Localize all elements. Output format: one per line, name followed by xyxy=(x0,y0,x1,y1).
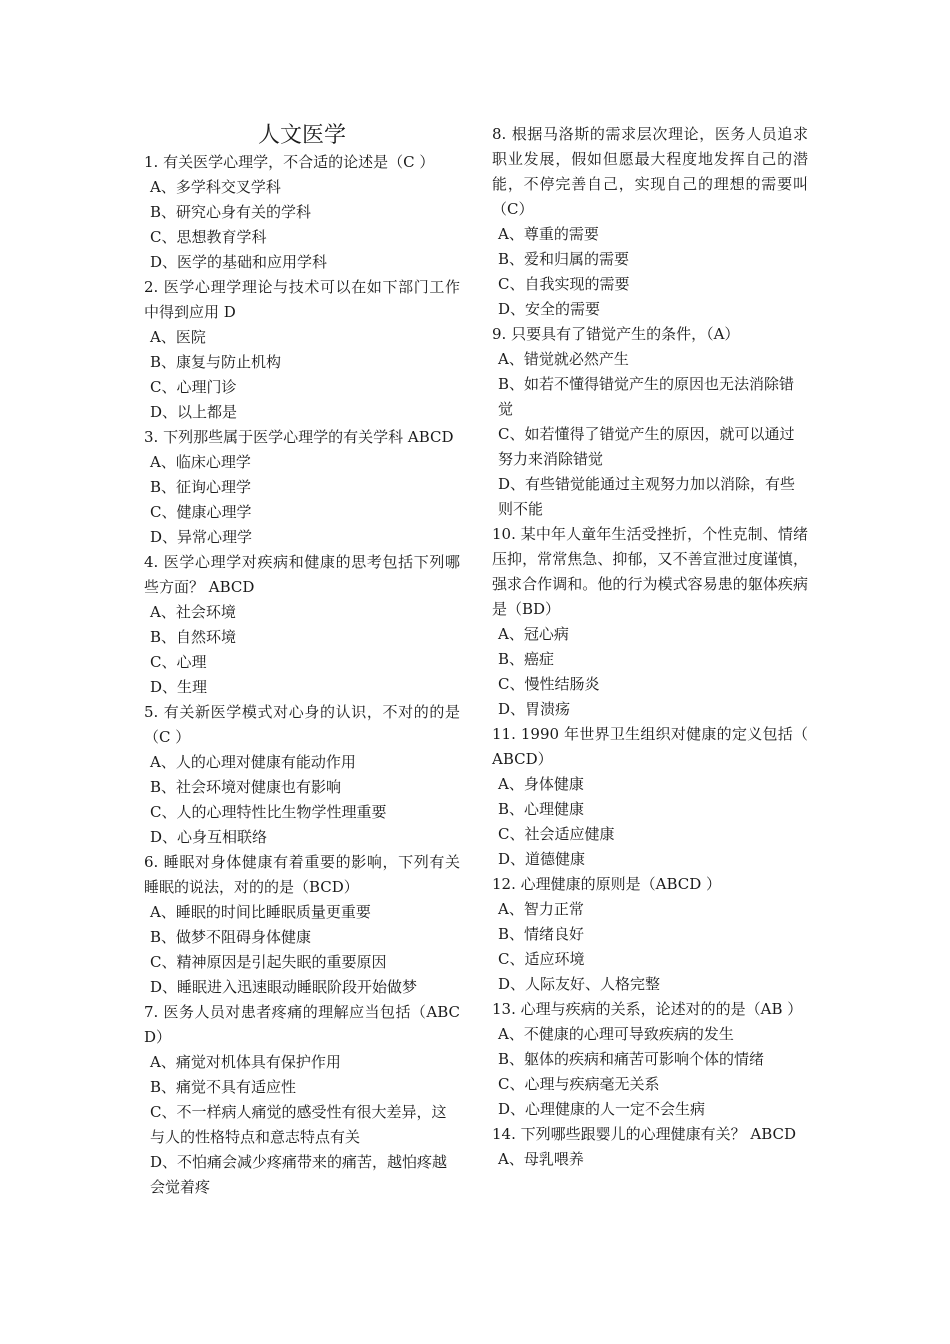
answer-option: D、道德健康 xyxy=(498,850,586,868)
question-number: 10. xyxy=(492,525,516,543)
question-stem xyxy=(144,700,460,750)
question-stem xyxy=(492,522,808,622)
answer-option: A、错觉就必然产生 xyxy=(498,350,629,368)
question-text: 1990 年世界卫生组织对健康的定义包括（ ABCD） xyxy=(492,725,808,768)
question-block xyxy=(144,1000,460,1200)
answer-option: A、医院 xyxy=(150,328,206,346)
answer-option: C、思想教育学科 xyxy=(150,228,267,246)
answer-option: D、心理健康的人一定不会生病 xyxy=(498,1100,706,1118)
left-column xyxy=(144,122,460,1200)
question-block xyxy=(144,150,460,275)
answer-option: B、躯体的疾病和痛苦可影响个体的情绪 xyxy=(498,1050,765,1068)
answer-option: A、社会环境 xyxy=(150,603,236,621)
answer-option: B、做梦不阻碍身体健康 xyxy=(150,928,312,946)
left-question-list xyxy=(144,150,460,1200)
answer-option: B、爱和归属的需要 xyxy=(498,250,630,268)
question-stem xyxy=(144,850,460,900)
question-block xyxy=(492,997,808,1122)
right-column xyxy=(492,122,808,1172)
question-number: 12. xyxy=(492,875,516,893)
question-stem xyxy=(144,550,460,600)
question-stem xyxy=(144,275,460,325)
question-block xyxy=(492,1122,808,1172)
answer-option: B、研究心身有关的学科 xyxy=(150,203,312,221)
page-title: 人文医学 xyxy=(257,123,346,148)
answer-option: D、生理 xyxy=(150,678,208,696)
question-stem xyxy=(492,322,808,347)
question-text: 医学心理学对疾病和健康的思考包括下列哪些方面？ ABCD xyxy=(144,553,460,596)
question-block xyxy=(144,425,460,550)
question-number: 7. xyxy=(144,1003,159,1021)
question-stem xyxy=(492,722,808,772)
question-text: 有关医学心理学，不合适的论述是（C ） xyxy=(163,153,435,171)
answer-option: C、人的心理特性比生物学性理重要 xyxy=(150,803,387,821)
answer-option: A、多学科交叉学科 xyxy=(150,178,281,196)
answer-option: A、痛觉对机体具有保护作用 xyxy=(150,1053,341,1071)
answer-option: A、不健康的心理可导致疾病的发生 xyxy=(498,1025,734,1043)
answer-option: D、胃溃疡 xyxy=(498,700,571,718)
question-stem xyxy=(144,425,460,450)
answer-option: A、母乳喂养 xyxy=(498,1150,584,1168)
answer-option: B、痛觉不具有适应性 xyxy=(150,1078,297,1096)
question-text: 医务人员对患者疼痛的理解应当包括（ABCD） xyxy=(144,1003,460,1046)
answer-option: B、自然环境 xyxy=(150,628,237,646)
question-stem xyxy=(492,1122,808,1147)
answer-option: D、睡眠进入迅速眼动睡眠阶段开始做梦 xyxy=(150,978,418,996)
question-text: 下列那些属于医学心理学的有关学科 ABCD xyxy=(163,428,454,446)
answer-option: C、心理与疾病毫无关系 xyxy=(498,1075,660,1093)
answer-option: B、征询心理学 xyxy=(150,478,252,496)
answer-option: A、临床心理学 xyxy=(150,453,251,471)
answer-option: A、身体健康 xyxy=(498,775,584,793)
question-stem xyxy=(144,1000,460,1050)
question-text: 心理与疾病的关系，论述对的的是（AB ） xyxy=(520,1000,803,1018)
answer-option: D、异常心理学 xyxy=(150,528,253,546)
answer-option: C、慢性结肠炎 xyxy=(498,675,600,693)
question-number: 13. xyxy=(492,1000,516,1018)
answer-option: C、适应环境 xyxy=(498,950,585,968)
answer-option: C、不一样病人痛觉的感受性有很大差异，这与人的性格特点和意志特点有关 xyxy=(150,1103,447,1146)
answer-option: B、情绪良好 xyxy=(498,925,585,943)
answer-option: A、睡眠的时间比睡眠质量更重要 xyxy=(150,903,371,921)
question-block xyxy=(144,850,460,1000)
answer-option: D、医学的基础和应用学科 xyxy=(150,253,328,271)
question-number: 6. xyxy=(144,853,159,871)
answer-option: D、以上都是 xyxy=(150,403,238,421)
answer-option: C、健康心理学 xyxy=(150,503,252,521)
question-text: 有关新医学模式对心身的认识，不对的的是（C ） xyxy=(144,703,460,746)
answer-option: A、尊重的需要 xyxy=(498,225,599,243)
question-text: 睡眠对身体健康有着重要的影响，下列有关睡眠的说法，对的的是（BCD） xyxy=(144,853,460,896)
answer-option: B、癌症 xyxy=(498,650,555,668)
answer-option: C、自我实现的需要 xyxy=(498,275,630,293)
question-stem xyxy=(492,997,808,1022)
question-text: 心理健康的原则是（ABCD ） xyxy=(520,875,722,893)
question-block xyxy=(492,122,808,322)
answer-option: B、如若不懂得错觉产生的原因也无法消除错觉 xyxy=(498,375,795,418)
question-text: 某中年人童年生活受挫折，个性克制、情绪压抑，常常焦急、抑郁，又不善宣泄过度谨慎，强求合作调和。他的行为模式容易患的躯体疾病是（BD） xyxy=(492,525,808,618)
answer-option: D、心身互相联络 xyxy=(150,828,268,846)
answer-option: A、人的心理对健康有能动作用 xyxy=(150,753,356,771)
answer-option: D、不怕痛会减少疼痛带来的痛苦，越怕疼越会觉着疼 xyxy=(150,1153,448,1196)
question-text: 根据马洛斯的需求层次理论，医务人员追求职业发展，假如但愿最大程度地发挥自己的潜能，不停完善自己，实现自己的理想的需要叫（C） xyxy=(492,125,808,218)
question-number: 4. xyxy=(144,553,159,571)
question-block xyxy=(144,700,460,850)
question-number: 11. xyxy=(492,725,516,743)
right-question-list xyxy=(492,122,808,1172)
question-block xyxy=(144,275,460,425)
answer-option: B、心理健康 xyxy=(498,800,585,818)
question-text: 只要具有了错觉产生的条件，（A） xyxy=(511,325,740,343)
question-stem xyxy=(144,150,460,175)
answer-option: D、有些错觉能通过主观努力加以消除，有些则不能 xyxy=(498,475,796,518)
question-number: 1. xyxy=(144,153,159,171)
answer-option: C、社会适应健康 xyxy=(498,825,615,843)
answer-option: B、康复与防止机构 xyxy=(150,353,282,371)
question-block xyxy=(492,722,808,872)
answer-option: A、智力正常 xyxy=(498,900,584,918)
question-block xyxy=(144,550,460,700)
answer-option: C、精神原因是引起失眠的重要原因 xyxy=(150,953,387,971)
question-number: 2. xyxy=(144,278,159,296)
question-text: 医学心理学理论与技术可以在如下部门工作中得到应用 D xyxy=(144,278,460,321)
answer-option: D、人际友好、人格完整 xyxy=(498,975,661,993)
question-block xyxy=(492,872,808,997)
question-stem xyxy=(492,872,808,897)
question-block xyxy=(492,522,808,722)
question-number: 14. xyxy=(492,1125,516,1143)
question-number: 3. xyxy=(144,428,159,446)
answer-option: C、心理门诊 xyxy=(150,378,237,396)
answer-option: C、如若懂得了错觉产生的原因，就可以通过努力来消除错觉 xyxy=(498,425,795,468)
question-block xyxy=(492,322,808,522)
answer-option: D、安全的需要 xyxy=(498,300,601,318)
question-number: 9. xyxy=(492,325,507,343)
question-text: 下列哪些跟婴儿的心理健康有关？ ABCD xyxy=(520,1125,797,1143)
answer-option: A、冠心病 xyxy=(498,625,569,643)
answer-option: B、社会环境对健康也有影响 xyxy=(150,778,342,796)
question-number: 5. xyxy=(144,703,159,721)
question-stem xyxy=(492,122,808,222)
answer-option: C、心理 xyxy=(150,653,207,671)
question-number: 8. xyxy=(492,125,507,143)
